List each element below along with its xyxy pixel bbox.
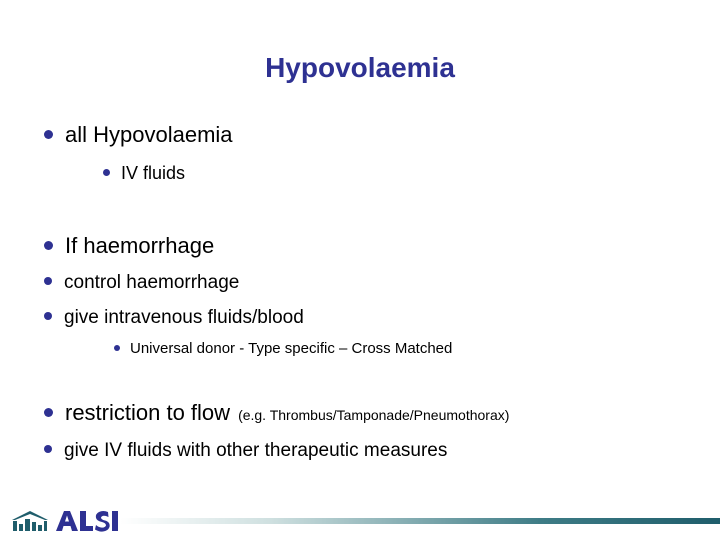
bullet-text: all Hypovolaemia [65,122,233,147]
footer-divider [120,518,720,524]
bullet-item [44,272,239,294]
bullet-dot [44,312,52,320]
slide-title: Hypovolaemia [265,52,455,83]
bullet-dot [44,130,53,139]
bullet-text: IV fluids [121,163,186,183]
bullet-item [114,340,452,357]
alsi-logo [10,506,120,534]
bullet-text: restriction to flow [65,400,231,425]
bullet-text: Universal donor - Type specific – Cross Matched [130,340,453,357]
bullet-note: (e.g. Thrombus/Tamponade/Pneumothorax) [238,407,510,423]
bullet-text: give IV fluids with other therapeutic measures [64,440,448,461]
bullet-item [44,233,214,259]
bullet-text: control haemorrhage [64,272,240,293]
bullet-dot [44,408,53,417]
bullet-item [44,122,233,148]
bullet-dot [44,445,52,453]
bullet-dot [44,241,53,250]
bullet-dot [44,277,52,285]
bullet-dot [103,169,110,176]
slide-footer [0,500,720,540]
bullet-item [103,163,185,184]
bullet-item [44,440,447,462]
bullet-item [44,400,509,426]
bullet-text: If haemorrhage [65,233,215,258]
bullet-text: give intravenous fluids/blood [64,307,304,328]
bullet-dot [114,345,120,351]
bullet-item [44,307,304,329]
